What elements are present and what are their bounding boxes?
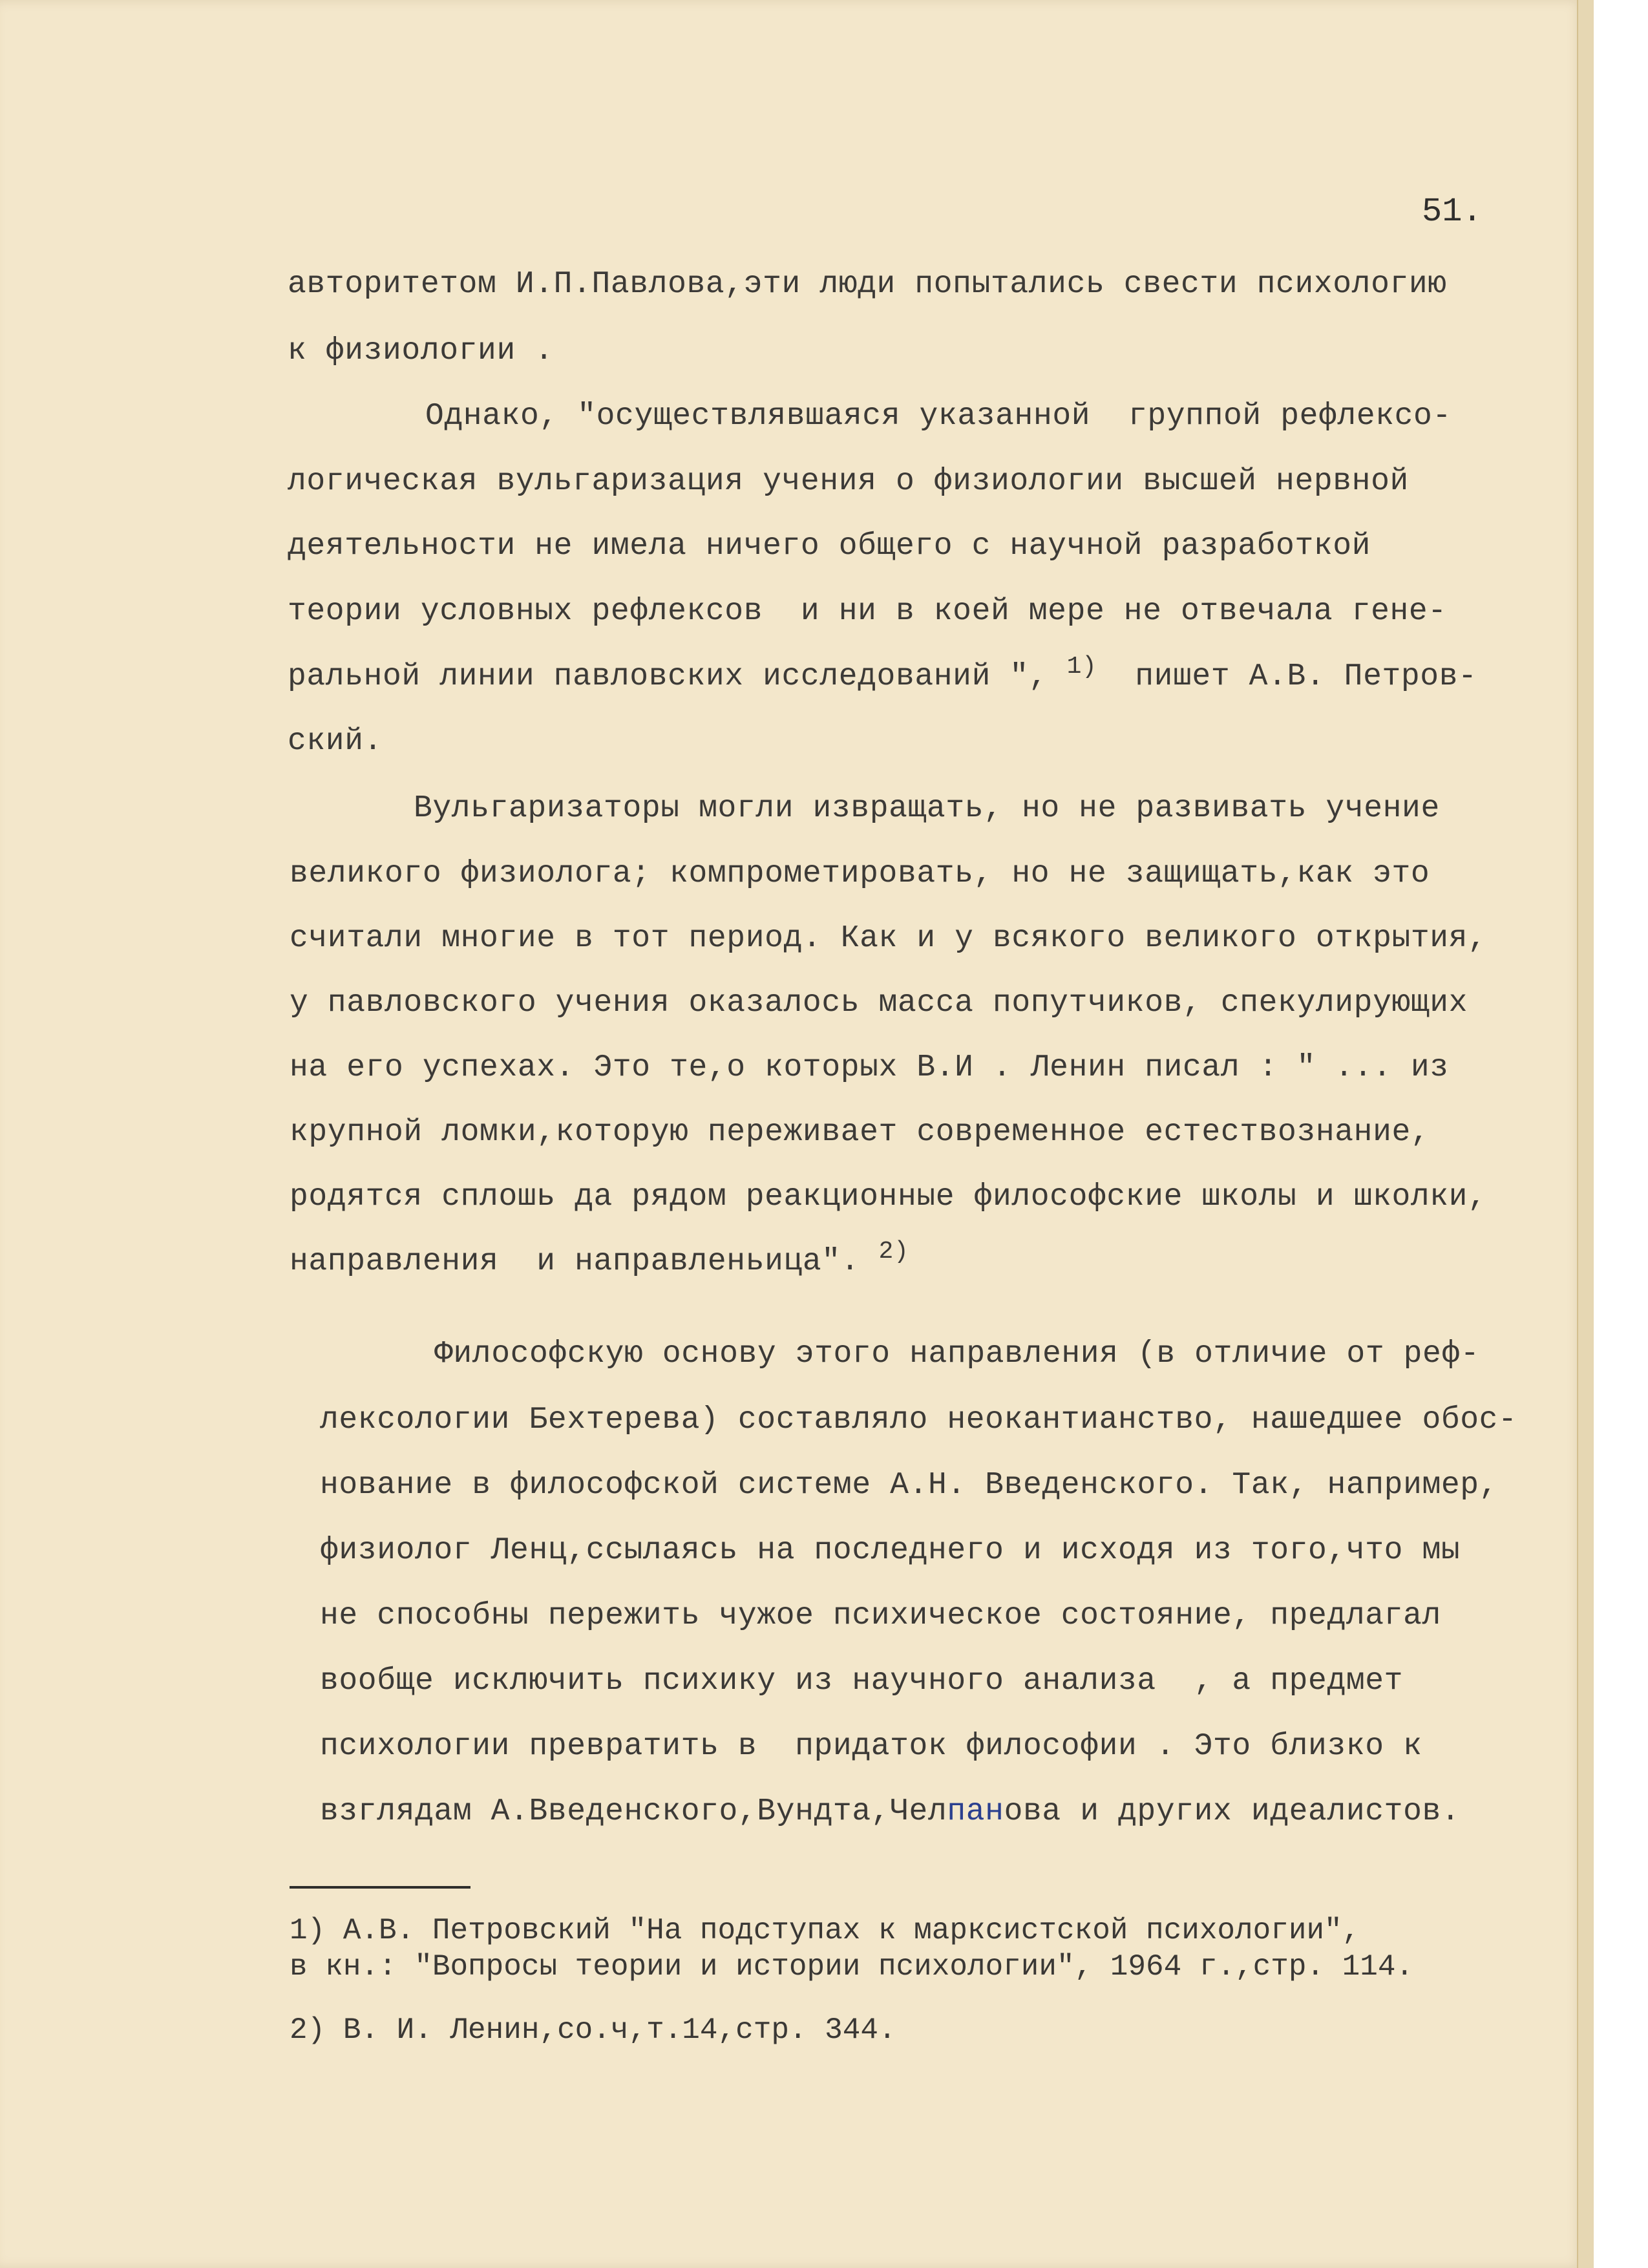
footnote-separator [290, 1886, 470, 1889]
text-line: лексологии Бехтерева) составляло неокантианство, нашедшее обос- [320, 1403, 1517, 1437]
text-line: не способны пережить чужое психическое состояние, предлагал [320, 1598, 1441, 1633]
text-line [320, 1792, 1460, 1831]
text-fragment: взглядам А.Введенского,Вундта,Чел [320, 1794, 947, 1829]
text-line: к физиологии . [288, 334, 554, 368]
text-line: Однако, "осуществлявшаяся указанной группой рефлексо- [425, 399, 1452, 434]
footnote-reference: 2) [878, 1238, 909, 1266]
text-line: деятельности не имела ничего общего с научной разработкой [288, 529, 1371, 564]
text-line: ский. [288, 724, 383, 759]
text-line: физиолог Ленц,ссылаясь на последнего и исходя из того,что мы [320, 1533, 1461, 1568]
text-line [290, 1238, 909, 1283]
text-line: логическая вульгаризация учения о физиологии высшей нервной [288, 464, 1409, 499]
page-number: 51. [1422, 193, 1483, 231]
text-line: авторитетом И.П.Павлова,эти люди попытались свести психологию [288, 267, 1447, 302]
text-line: родятся сплошь да рядом реакционные философские школы и школки, [290, 1180, 1487, 1214]
footnote-1-line-1: 1) А.В. Петровский "На подступах к марксистской психологии", [290, 1914, 1360, 1947]
text-line: Философскую основу этого направления (в отличие от реф- [434, 1337, 1480, 1372]
text-line: великого физиолога; компрометировать, но не защищать,как это [290, 856, 1430, 891]
text-fragment: ральной линии павловских исследований ", [288, 659, 1048, 694]
handwritten-correction: пан [947, 1794, 1004, 1829]
text-fragment: направления и направленьица". [290, 1244, 860, 1279]
text-line: крупной ломки,которую переживает современное естествознание, [290, 1115, 1430, 1150]
footnote-1-line-2: в кн.: "Вопросы теории и истории психологии", 1964 г.,стр. 114. [290, 1950, 1414, 1984]
paper-edge [1577, 0, 1594, 2268]
footnote-reference: 1) [1066, 653, 1097, 681]
text-line: вообще исключить психику из научного анализа , а предмет [320, 1664, 1404, 1699]
text-line [288, 653, 1477, 698]
text-line: Вульгаризаторы могли извращать, но не развивать учение [414, 791, 1440, 826]
text-line: на его успехах. Это те,о которых В.И . Ленин писал : " ... из [290, 1050, 1449, 1085]
text-line: нование в философской системе А.Н. Введенского. Так, например, [320, 1468, 1499, 1503]
footnote-2: 2) В. И. Ленин,со.ч,т.14,стр. 344. [290, 2013, 896, 2047]
text-fragment: ова и других идеалистов. [1004, 1794, 1461, 1829]
text-line: психологии превратить в придаток философии . Это близко к [320, 1729, 1422, 1764]
text-fragment: пишет А.В. Петров- [1135, 659, 1477, 694]
text-line: у павловского учения оказалось масса попутчиков, спекулирующих [290, 986, 1468, 1021]
text-line: теории условных рефлексов и ни в коей мере не отвечала гене- [288, 594, 1447, 629]
text-line: считали многие в тот период. Как и у всякого великого открытия, [290, 921, 1487, 956]
